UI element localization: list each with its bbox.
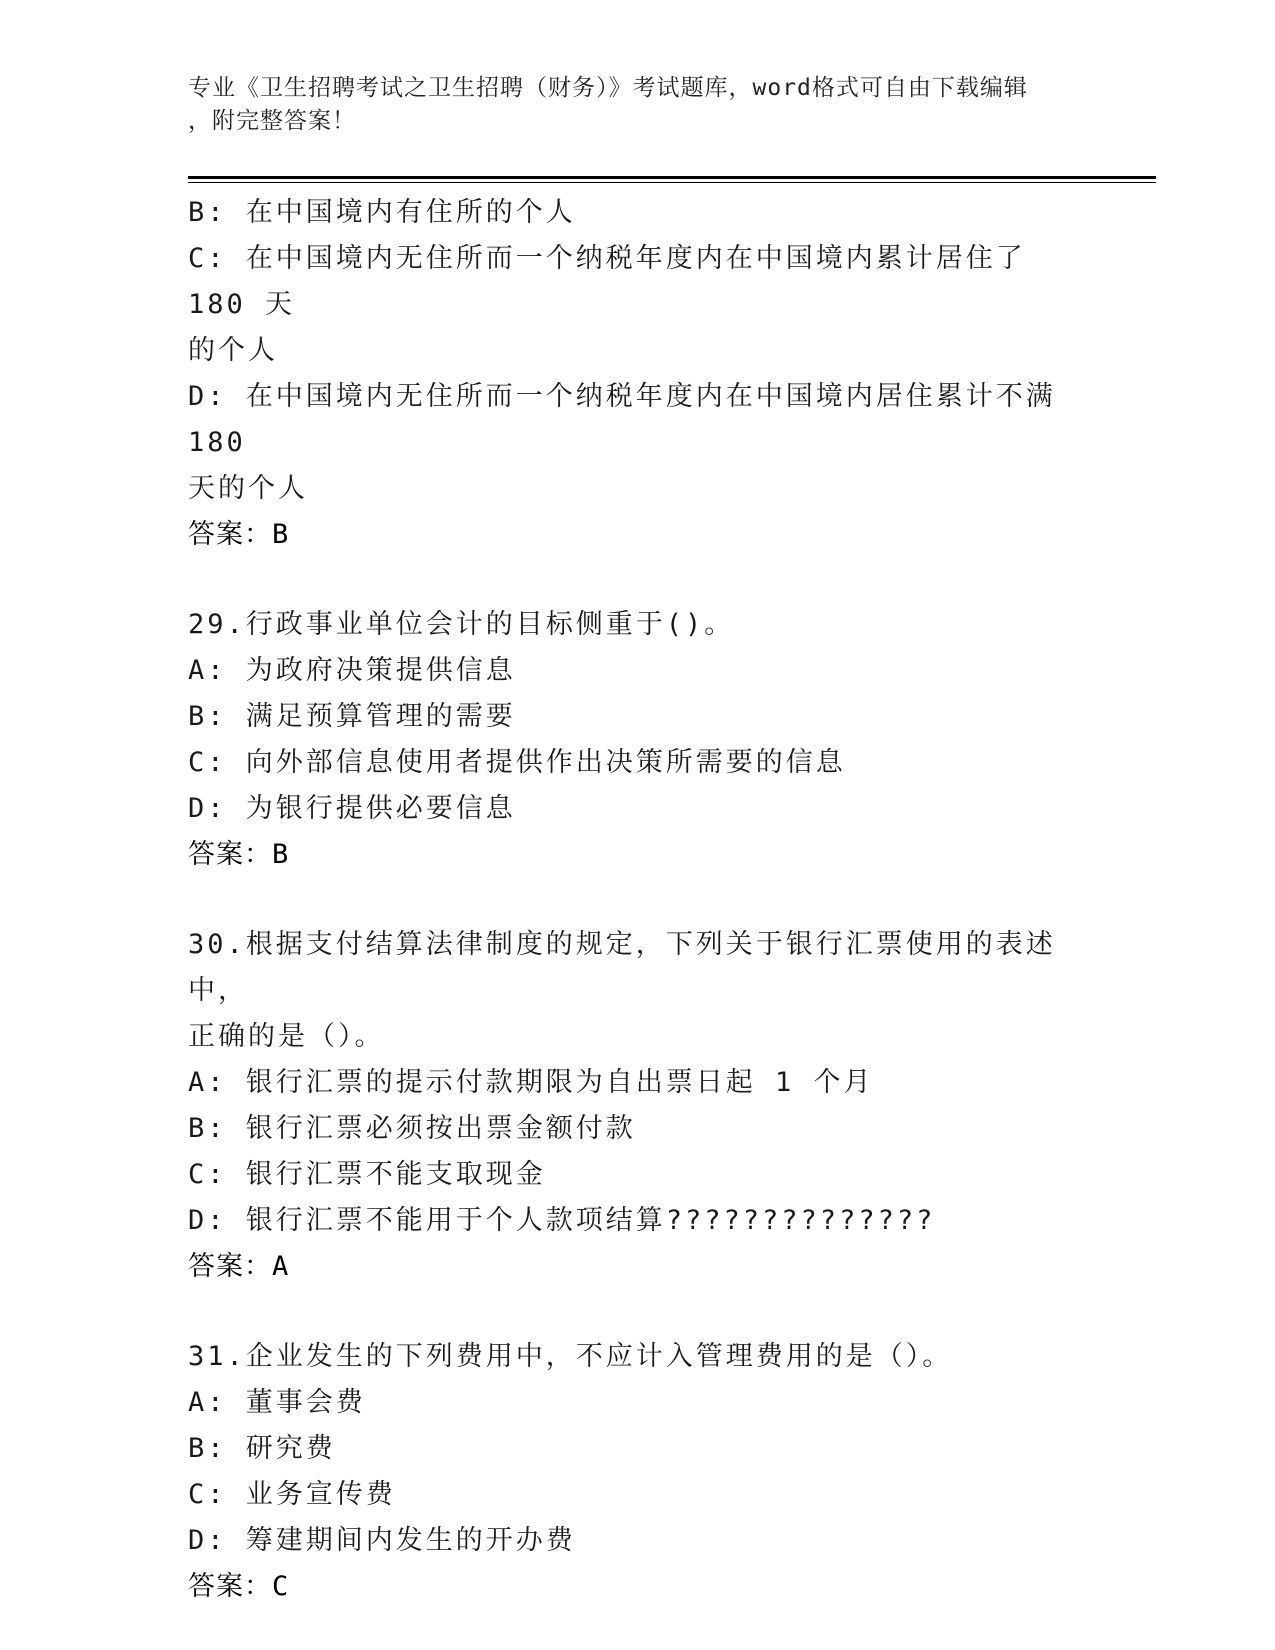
option-line: D: 在中国境内无住所而一个纳税年度内在中国境内居住累计不满 180 bbox=[188, 381, 1076, 458]
option-line: C: 在中国境内无住所而一个纳税年度内在中国境内累计居住了 180 天 bbox=[188, 243, 1046, 320]
question-list bbox=[188, 190, 1088, 1610]
header-divider-thick bbox=[188, 176, 1156, 179]
question-stem-continued: 正确的是（）。 bbox=[188, 1021, 385, 1052]
option-b: B: 研究费 bbox=[188, 1433, 336, 1464]
header-line-2: ，附完整答案！ bbox=[188, 108, 356, 134]
option-c: C: 银行汇票不能支取现金 bbox=[188, 1159, 546, 1190]
header-line-1: 专业《卫生招聘考试之卫生招聘（财务）》考试题库，word格式可自由下载编辑 bbox=[188, 75, 1028, 101]
answer-line: 答案：C bbox=[188, 1571, 290, 1602]
option-a: A: 银行汇票的提示付款期限为自出票日起 1 个月 bbox=[188, 1067, 874, 1098]
option-b: B: 银行汇票必须按出票金额付款 bbox=[188, 1113, 636, 1144]
option-c: C: 向外部信息使用者提供作出决策所需要的信息 bbox=[188, 747, 846, 778]
option-line: 的个人 bbox=[188, 335, 278, 366]
answer-line: 答案：A bbox=[188, 1251, 290, 1282]
option-line: 天的个人 bbox=[188, 473, 308, 504]
question-30 bbox=[188, 922, 1088, 1290]
question-stem: 30.根据支付结算法律制度的规定，下列关于银行汇票使用的表述中， bbox=[188, 929, 1056, 1006]
option-d: D: 筹建期间内发生的开办费 bbox=[188, 1525, 576, 1556]
header-divider-thin bbox=[188, 182, 1156, 183]
option-b: B: 满足预算管理的需要 bbox=[188, 701, 516, 732]
question-29 bbox=[188, 602, 1088, 878]
question-stem: 29.行政事业单位会计的目标侧重于()。 bbox=[188, 609, 735, 640]
option-a: A: 为政府决策提供信息 bbox=[188, 655, 516, 686]
option-a: A: 董事会费 bbox=[188, 1387, 366, 1418]
option-d: D: 为银行提供必要信息 bbox=[188, 793, 516, 824]
option-c: C: 业务宣传费 bbox=[188, 1479, 396, 1510]
answer-line: 答案：B bbox=[188, 519, 290, 550]
question-28-continued bbox=[188, 190, 1088, 558]
question-stem: 31.企业发生的下列费用中，不应计入管理费用的是（）。 bbox=[188, 1341, 953, 1372]
option-d: D: 银行汇票不能用于个人款项结算?????????????? bbox=[188, 1205, 936, 1236]
option-line: B: 在中国境内有住所的个人 bbox=[188, 197, 576, 228]
document-header bbox=[188, 72, 1068, 138]
question-31 bbox=[188, 1334, 1088, 1610]
answer-line: 答案：B bbox=[188, 839, 290, 870]
